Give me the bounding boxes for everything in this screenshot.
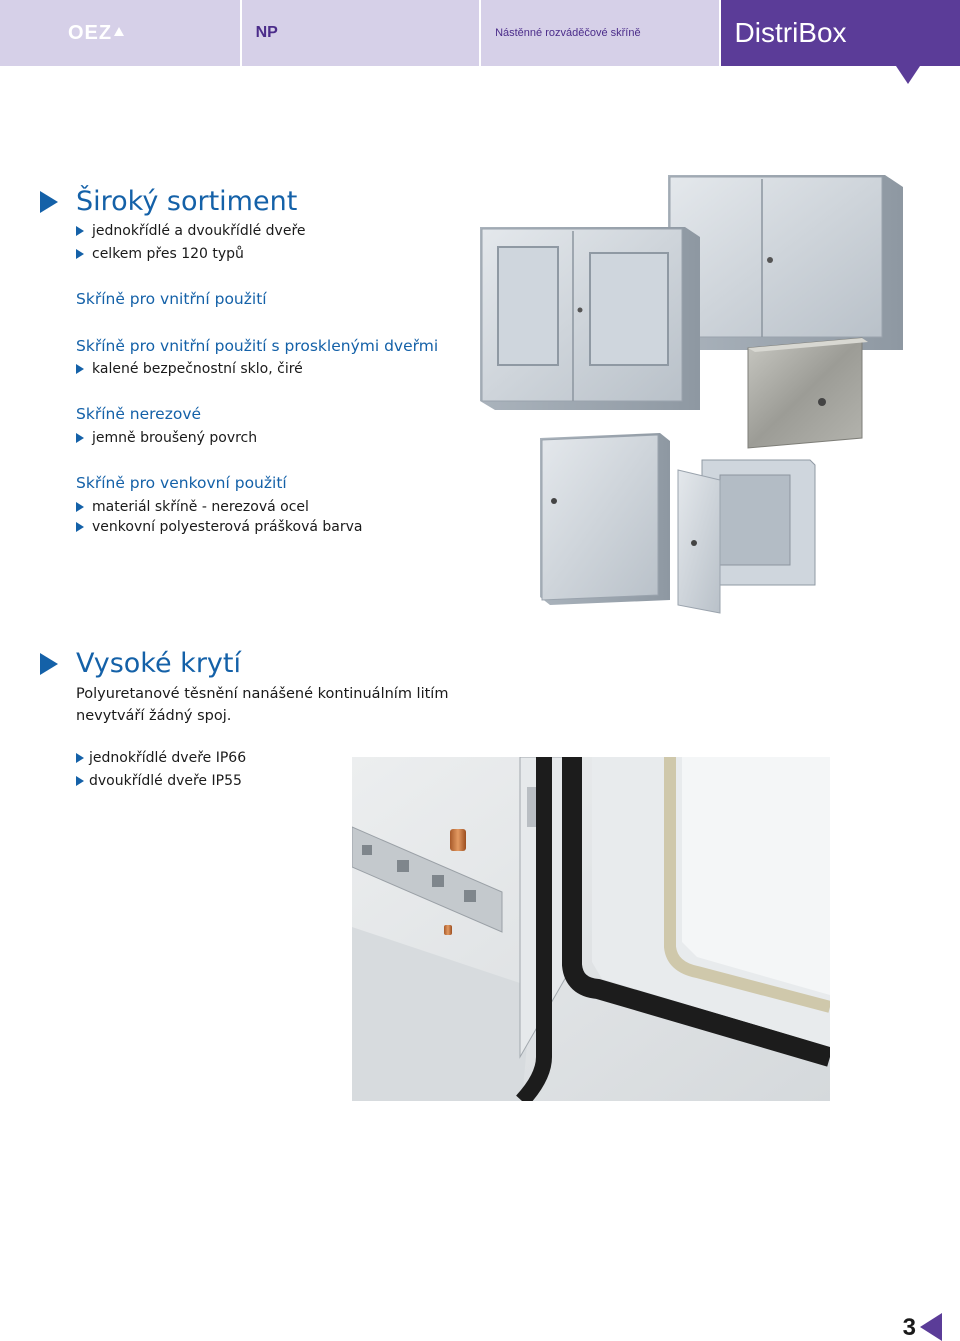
outdoor-enclosure-open: [678, 460, 815, 613]
oez-logo: [68, 22, 124, 45]
ip-paragraph-line2: nevytváří žádný spoj.: [76, 708, 232, 724]
code-cell: [242, 0, 479, 66]
bullet-text: kalené bezpečnostní sklo, čiré: [92, 361, 303, 377]
bullet-text: jednokřídlé dveře IP66: [89, 750, 247, 766]
bullet-arrow-icon: [76, 364, 84, 374]
list-item: [76, 361, 303, 377]
bullet-text: celkem přes 120 typů: [92, 246, 244, 262]
bullet-arrow-icon: [76, 522, 84, 532]
stainless-enclosure: [748, 338, 868, 448]
brand-notch-icon: [896, 66, 920, 84]
double-door-enclosure: [668, 175, 903, 350]
brand-cell: [721, 0, 960, 66]
page-marker-icon: [920, 1313, 942, 1341]
list-item: [76, 750, 246, 766]
list-item: [76, 223, 306, 239]
section-title-ip: [40, 648, 241, 679]
list-item: [76, 773, 242, 789]
list-item: [76, 246, 244, 262]
logo-triangle-icon: [114, 27, 124, 36]
bullet-arrow-icon: [76, 776, 84, 786]
list-item: [76, 519, 363, 535]
subheading-indoor: Skříně pro vnitřní použití: [76, 290, 267, 308]
list-item: [76, 499, 309, 515]
bullet-arrow-icon: [76, 226, 84, 236]
subheading-stainless: Skříně nerezové: [76, 405, 202, 423]
product-code: NP: [255, 24, 278, 41]
bullet-text: jemně broušený povrch: [92, 430, 258, 446]
outdoor-enclosure-closed: [540, 433, 670, 605]
brand-title: DistriBox: [734, 17, 847, 48]
bullet-arrow-icon: [76, 433, 84, 443]
bullet-arrow-icon: [76, 753, 84, 763]
logo-text: OEZ: [68, 21, 113, 44]
copper-stud-icon: [450, 829, 466, 851]
bullet-text: dvoukřídlé dveře IP55: [89, 773, 242, 789]
section-title-sortiment: [40, 186, 297, 217]
section-title-text: Široký sortiment: [76, 186, 298, 217]
header-subtitle: Nástěnné rozváděčové skříně: [495, 27, 641, 39]
logo-cell: [0, 0, 240, 66]
subtitle-cell: [481, 0, 718, 66]
subheading-outdoor: Skříně pro venkovní použití: [76, 474, 287, 492]
section-arrow-icon: [40, 191, 58, 213]
section-title-text: Vysoké krytí: [76, 648, 241, 679]
bullet-text: jednokřídlé a dvoukřídlé dveře: [92, 223, 306, 239]
enclosures-illustration: [470, 165, 920, 615]
bullet-arrow-icon: [76, 502, 84, 512]
list-item: [76, 430, 257, 446]
bullet-arrow-icon: [76, 249, 84, 259]
page-number: 3: [902, 1314, 916, 1341]
subheading-indoor-glass: Skříně pro vnitřní použití s prosklenými dveřmi: [76, 337, 439, 355]
glass-door-enclosure: [480, 227, 700, 410]
ip-paragraph-line1: Polyuretanové těsnění nanášené kontinuálním litím: [76, 686, 449, 702]
page-header: [0, 0, 960, 66]
bullet-text: materiál skříně - nerezová ocel: [92, 499, 309, 515]
section-arrow-icon: [40, 653, 58, 675]
gasket-detail-photo: [352, 757, 830, 1101]
bullet-text: venkovní polyesterová prášková barva: [92, 519, 363, 535]
